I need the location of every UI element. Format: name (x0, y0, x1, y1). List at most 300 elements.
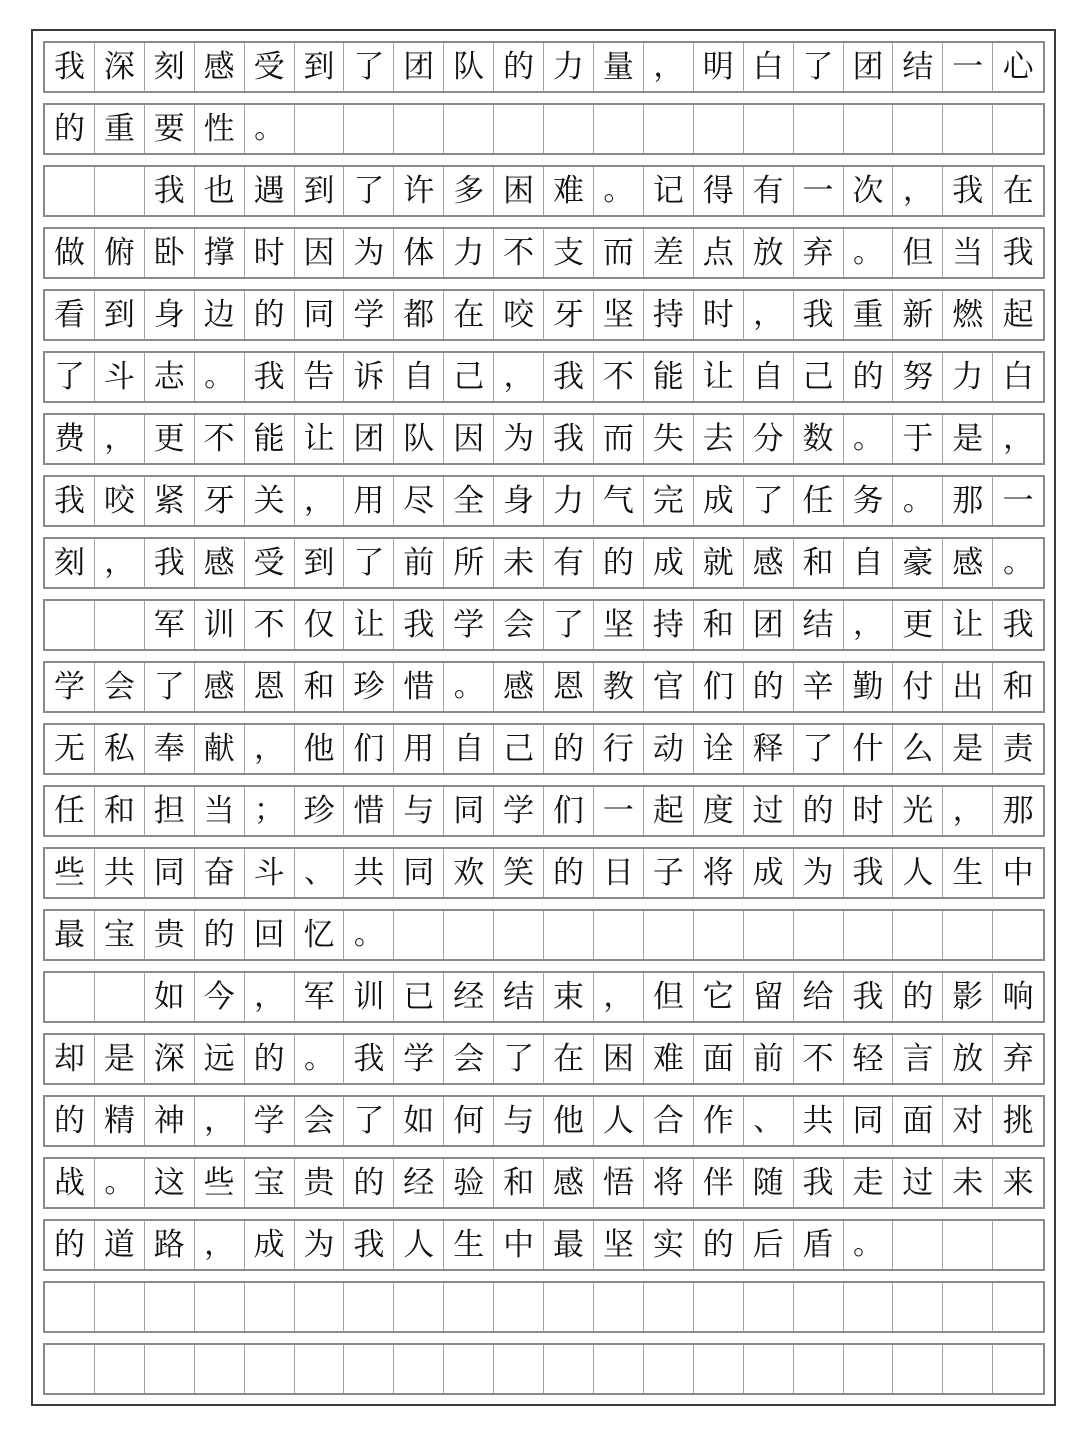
grid-cell-char: 我 (943, 167, 993, 215)
grid-cell-char: 为 (794, 849, 844, 897)
grid-cell-empty (444, 911, 494, 959)
grid-cell-char: 结 (794, 601, 844, 649)
grid-cell-char: 过 (744, 787, 794, 835)
grid-cell-char: 了 (794, 43, 844, 91)
grid-cell-char: 些 (195, 1159, 245, 1207)
grid-cell-char: 行 (594, 725, 644, 773)
grid-cell-char: 用 (344, 477, 394, 525)
grid-cell-char: ， (195, 1221, 245, 1269)
grid-cell-char: 力 (943, 353, 993, 401)
grid-cell-empty (444, 1283, 494, 1331)
grid-cell-char: 坚 (594, 1221, 644, 1269)
grid-row (43, 413, 1045, 465)
grid-cell-char: 因 (295, 229, 345, 277)
grid-cell-empty (544, 1283, 594, 1331)
grid-cell-char: 让 (694, 353, 744, 401)
grid-cell-char: 一 (594, 787, 644, 835)
grid-cell-empty (145, 1345, 195, 1393)
grid-cell-char: 响 (1002, 978, 1034, 1015)
grid-cell-char: 放 (943, 1035, 993, 1083)
grid-cell-char: 身 (494, 477, 544, 525)
grid-cell-char: 困 (494, 167, 544, 215)
grid-cell-char: 燃 (943, 291, 993, 339)
grid-cell-char: 时 (844, 787, 894, 835)
grid-cell-char: 共 (344, 849, 394, 897)
grid-cell-char: 和 (794, 539, 844, 587)
grid-cell-char: 。 (344, 911, 394, 959)
grid-cell-char: 我 (544, 415, 594, 463)
grid-cell-char: 人 (594, 1097, 644, 1145)
grid-cell-empty (394, 911, 444, 959)
grid-cell-char: 感 (195, 43, 245, 91)
grid-cell-char: 是 (943, 725, 993, 773)
grid-cell-empty (195, 1283, 245, 1331)
grid-cell-char: 它 (694, 973, 744, 1021)
grid-cell-char: 今 (195, 973, 245, 1021)
grid-cell-char: 释 (744, 725, 794, 773)
grid-cell-char: 费 (45, 415, 95, 463)
grid-cell-char: 轻 (844, 1035, 894, 1083)
grid-cell-char: 学 (394, 1035, 444, 1083)
grid-cell-char: 子 (644, 849, 694, 897)
grid-cell-char: 的 (594, 539, 644, 587)
grid-cell-char: 生 (444, 1221, 494, 1269)
grid-cell-char: 去 (694, 415, 744, 463)
grid-cell-char: 了 (344, 1097, 394, 1145)
grid-cell-empty (245, 1283, 295, 1331)
grid-cell-empty (794, 911, 844, 959)
grid-cell-char: 点 (694, 229, 744, 277)
grid-cell-char: 。 (95, 1159, 145, 1207)
grid-cell-char: 同 (394, 849, 444, 897)
grid-cell-char: 最 (544, 1221, 594, 1269)
grid-cell-char: 学 (245, 1097, 295, 1145)
grid-cell-char: 来 (1002, 1164, 1034, 1201)
grid-cell-char: 努 (893, 353, 943, 401)
grid-cell-char: ； (245, 787, 295, 835)
grid-cell-char: 到 (295, 43, 345, 91)
grid-cell-empty (893, 1283, 943, 1331)
grid-cell-char: 给 (794, 973, 844, 1021)
grid-cell-char: 了 (494, 1035, 544, 1083)
grid-cell-char: 是 (95, 1035, 145, 1083)
grid-cell-char: 感 (494, 663, 544, 711)
grid-cell-char: ， (943, 787, 993, 835)
grid-cell-char: 合 (644, 1097, 694, 1145)
grid-cell-char: 重 (844, 291, 894, 339)
grid-cell-char: 团 (344, 415, 394, 463)
grid-cell-char: 同 (444, 787, 494, 835)
grid-cell-char: 到 (295, 539, 345, 587)
grid-cell-empty (344, 1345, 394, 1393)
grid-cell-char: 俯 (95, 229, 145, 277)
grid-cell-empty (295, 1283, 345, 1331)
grid-cell-char: 难 (544, 167, 594, 215)
grid-cell-empty (394, 1345, 444, 1393)
grid-cell-char: 更 (893, 601, 943, 649)
grid-cell-char: 笑 (494, 849, 544, 897)
grid-cell-char: ， (844, 601, 894, 649)
grid-cell-char: 。 (195, 353, 245, 401)
grid-cell-empty (594, 1345, 644, 1393)
grid-cell-char: 数 (794, 415, 844, 463)
grid-cell-char: 宝 (245, 1159, 295, 1207)
grid-cell-char: 当 (195, 787, 245, 835)
grid-cell-char: 和 (694, 601, 744, 649)
grid-cell-empty (844, 911, 894, 959)
grid-cell-char: 不 (494, 229, 544, 277)
grid-cell-char: 了 (544, 601, 594, 649)
grid-cell-char: 也 (195, 167, 245, 215)
grid-cell-char: 结 (494, 973, 544, 1021)
grid-cell-char: 成 (245, 1221, 295, 1269)
grid-row (43, 1343, 1045, 1395)
grid-cell-char: 深 (145, 1035, 195, 1083)
grid-cell-empty (694, 1345, 744, 1393)
grid-cell-empty (145, 1283, 195, 1331)
grid-cell-char: 不 (794, 1035, 844, 1083)
grid-cell-char: 但 (893, 229, 943, 277)
grid-cell-char: 和 (95, 787, 145, 835)
grid-cell-char: 献 (195, 725, 245, 773)
grid-cell-char: 为 (295, 1221, 345, 1269)
grid-cell-char: 白 (1002, 358, 1034, 395)
grid-cell-char: 们 (544, 787, 594, 835)
grid-cell-char: 会 (444, 1035, 494, 1083)
grid-cell-empty (344, 105, 394, 153)
grid-cell-char: 时 (694, 291, 744, 339)
grid-cell-char: 受 (245, 43, 295, 91)
grid-cell-char: 了 (744, 477, 794, 525)
grid-cell-char: 验 (444, 1159, 494, 1207)
grid-cell-char: 训 (344, 973, 394, 1021)
grid-cell-char: 自 (844, 539, 894, 587)
grid-cell-char: 卧 (145, 229, 195, 277)
grid-cell-empty (893, 1345, 943, 1393)
grid-cell-char: 们 (344, 725, 394, 773)
grid-cell-char: 度 (694, 787, 744, 835)
grid-cell-char: 遇 (245, 167, 295, 215)
grid-cell-char: 责 (1002, 730, 1034, 767)
grid-cell-char: 放 (744, 229, 794, 277)
grid-cell-char: 困 (594, 1035, 644, 1083)
grid-cell-char: 什 (844, 725, 894, 773)
grid-cell-char: 、 (295, 849, 345, 897)
grid-cell-empty (494, 1345, 544, 1393)
grid-cell-char: 了 (794, 725, 844, 773)
grid-cell-char: 最 (45, 911, 95, 959)
grid-cell-char: 感 (195, 539, 245, 587)
grid-cell-char: 辛 (794, 663, 844, 711)
grid-cell-char: 将 (694, 849, 744, 897)
grid-cell-char: 。 (844, 229, 894, 277)
grid-cell-char: 坚 (594, 601, 644, 649)
grid-cell-empty (744, 1345, 794, 1393)
grid-cell-char: 。 (844, 415, 894, 463)
grid-cell-char: 诉 (344, 353, 394, 401)
grid-cell-char: 我 (145, 167, 195, 215)
grid-cell-char: 就 (694, 539, 744, 587)
grid-cell-char: 的 (344, 1159, 394, 1207)
grid-cell-char: 我 (344, 1035, 394, 1083)
grid-cell-char: 勤 (844, 663, 894, 711)
grid-cell-char: 宝 (95, 911, 145, 959)
grid-cell-char: 告 (295, 353, 345, 401)
grid-cell-char: 道 (95, 1221, 145, 1269)
grid-cell-empty (95, 1345, 145, 1393)
grid-cell-char: 记 (644, 167, 694, 215)
grid-cell-char: 志 (145, 353, 195, 401)
grid-cell-char: 咬 (95, 477, 145, 525)
grid-cell-char: 次 (844, 167, 894, 215)
grid-cell-char: 学 (45, 663, 95, 711)
grid-cell-char: 那 (1002, 792, 1034, 829)
grid-cell-char: 悟 (594, 1159, 644, 1207)
grid-cell-char: 差 (644, 229, 694, 277)
grid-row (43, 723, 1045, 775)
grid-cell-char: 惜 (344, 787, 394, 835)
grid-cell-empty (943, 1283, 993, 1331)
grid-cell-char: 持 (644, 601, 694, 649)
grid-cell-char: 为 (344, 229, 394, 277)
grid-cell-empty (943, 1221, 993, 1269)
grid-cell-char: 仅 (295, 601, 345, 649)
grid-cell-char: 如 (145, 973, 195, 1021)
grid-cell-char: 了 (344, 43, 394, 91)
grid-cell-empty (644, 105, 694, 153)
grid-cell-char: 气 (594, 477, 644, 525)
grid-cell-char: 会 (494, 601, 544, 649)
grid-cell-char: 要 (145, 105, 195, 153)
grid-cell-char: 共 (95, 849, 145, 897)
grid-cell-char: ， (95, 415, 145, 463)
grid-cell-char: 的 (45, 1097, 95, 1145)
grid-cell-char: 弃 (794, 229, 844, 277)
grid-cell-empty (95, 167, 145, 215)
grid-cell-char: 牙 (195, 477, 245, 525)
grid-cell-char: 深 (95, 43, 145, 91)
grid-cell-empty (844, 1283, 894, 1331)
grid-cell-char: 成 (694, 477, 744, 525)
grid-cell-empty (943, 911, 993, 959)
grid-cell-char: 力 (544, 477, 594, 525)
grid-cell-empty (45, 1283, 95, 1331)
grid-cell-char: 力 (444, 229, 494, 277)
grid-cell-empty (494, 1283, 544, 1331)
grid-cell-empty (694, 1283, 744, 1331)
grid-cell-char: 影 (943, 973, 993, 1021)
grid-cell-empty (794, 1283, 844, 1331)
grid-cell-char: 后 (744, 1221, 794, 1269)
grid-cell-char: 我 (844, 849, 894, 897)
grid-cell-char: 担 (145, 787, 195, 835)
grid-cell-char: 留 (744, 973, 794, 1021)
grid-cell-char: 斗 (95, 353, 145, 401)
grid-cell-char: 务 (844, 477, 894, 525)
grid-cell-char: 明 (694, 43, 744, 91)
grid-cell-empty (893, 105, 943, 153)
grid-cell-char: 诠 (694, 725, 744, 773)
grid-cell-char: 体 (394, 229, 444, 277)
grid-cell-char: 的 (45, 105, 95, 153)
grid-cell-char: 新 (893, 291, 943, 339)
grid-cell-char: 坚 (594, 291, 644, 339)
grid-cell-char: 而 (594, 229, 644, 277)
grid-cell-char: 实 (644, 1221, 694, 1269)
grid-cell-empty (295, 105, 345, 153)
grid-cell-empty (644, 1283, 694, 1331)
grid-cell-empty (594, 105, 644, 153)
grid-cell-char: 己 (494, 725, 544, 773)
grid-cell-empty (993, 1221, 1043, 1269)
grid-cell-char: 些 (45, 849, 95, 897)
grid-cell-char: 我 (794, 1159, 844, 1207)
grid-cell-char: 持 (644, 291, 694, 339)
grid-cell-char: 会 (95, 663, 145, 711)
grid-cell-empty (544, 911, 594, 959)
grid-cell-char: ， (245, 973, 295, 1021)
grid-cell-char: 为 (494, 415, 544, 463)
grid-cell-char: 是 (943, 415, 993, 463)
grid-cell-char: 出 (943, 663, 993, 711)
grid-cell-char: 挑 (1002, 1102, 1034, 1139)
grid-cell-char: 到 (295, 167, 345, 215)
grid-cell-char: 盾 (794, 1221, 844, 1269)
grid-cell-char: 神 (145, 1097, 195, 1145)
grid-cell-char: 的 (245, 291, 295, 339)
grid-cell-char: 的 (245, 1035, 295, 1083)
grid-cell-char: 团 (394, 43, 444, 91)
grid-cell-char: 一 (943, 43, 993, 91)
grid-cell-empty (794, 105, 844, 153)
grid-row (43, 475, 1045, 527)
grid-cell-char: 让 (943, 601, 993, 649)
grid-cell-char: 却 (45, 1035, 95, 1083)
grid-cell-char: 路 (145, 1221, 195, 1269)
grid-cell-char: 支 (544, 229, 594, 277)
grid-cell-char: 和 (494, 1159, 544, 1207)
grid-cell-empty (893, 911, 943, 959)
grid-cell-char: 自 (744, 353, 794, 401)
grid-cell-char: 伴 (694, 1159, 744, 1207)
grid-cell-char: 日 (594, 849, 644, 897)
grid-cell-char: 分 (744, 415, 794, 463)
grid-cell-char: 远 (195, 1035, 245, 1083)
grid-cell-char: 有 (744, 167, 794, 215)
grid-cell-char: 起 (644, 787, 694, 835)
grid-cell-char: 的 (694, 1221, 744, 1269)
grid-cell-char: 难 (644, 1035, 694, 1083)
grid-row (43, 1219, 1045, 1271)
grid-cell-char: 一 (794, 167, 844, 215)
grid-cell-empty (444, 105, 494, 153)
grid-cell-empty (644, 1345, 694, 1393)
grid-cell-char: 经 (444, 973, 494, 1021)
grid-cell-empty (195, 1345, 245, 1393)
grid-cell-char: 精 (95, 1097, 145, 1145)
grid-cell-char: 当 (943, 229, 993, 277)
grid-cell-empty (694, 105, 744, 153)
grid-cell-empty (993, 911, 1043, 959)
grid-cell-char: 人 (394, 1221, 444, 1269)
grid-cell-char: 忆 (295, 911, 345, 959)
grid-cell-char: 任 (794, 477, 844, 525)
grid-cell-char: ， (644, 43, 694, 91)
grid-cell-empty (744, 1283, 794, 1331)
grid-cell-char: 的 (794, 787, 844, 835)
grid-cell-char: 在 (444, 291, 494, 339)
grid-cell-char: 都 (394, 291, 444, 339)
grid-cell-empty (644, 911, 694, 959)
grid-cell-char: 言 (893, 1035, 943, 1083)
grid-cell-char: 的 (744, 663, 794, 711)
grid-cell-char: 教 (594, 663, 644, 711)
grid-cell-char: 队 (444, 43, 494, 91)
grid-cell-char: ， (594, 973, 644, 1021)
grid-cell-char: 人 (893, 849, 943, 897)
grid-cell-char: 成 (744, 849, 794, 897)
grid-cell-char: 不 (195, 415, 245, 463)
grid-cell-char: 我 (844, 973, 894, 1021)
grid-cell-char: 己 (444, 353, 494, 401)
grid-cell-empty (993, 105, 1043, 153)
grid-cell-char: 用 (394, 725, 444, 773)
grid-cell-char: 官 (644, 663, 694, 711)
grid-cell-char: 性 (195, 105, 245, 153)
grid-cell-char: 的 (544, 849, 594, 897)
grid-cell-empty (844, 1345, 894, 1393)
grid-row (43, 289, 1045, 341)
grid-cell-char: 动 (644, 725, 694, 773)
grid-cell-char: 中 (1002, 854, 1034, 891)
grid-cell-empty (594, 1283, 644, 1331)
grid-cell-char: 让 (295, 415, 345, 463)
grid-cell-char: 贵 (145, 911, 195, 959)
grid-cell-char: 和 (295, 663, 345, 711)
grid-cell-empty (45, 167, 95, 215)
grid-cell-char: 的 (45, 1221, 95, 1269)
grid-cell-char: 到 (95, 291, 145, 339)
grid-cell-char: 看 (45, 291, 95, 339)
grid-cell-char: 这 (145, 1159, 195, 1207)
grid-cell-empty (744, 911, 794, 959)
grid-row (43, 971, 1045, 1023)
grid-cell-char: 斗 (245, 849, 295, 897)
grid-cell-char: 弃 (1002, 1040, 1034, 1077)
grid-cell-empty (794, 1345, 844, 1393)
grid-cell-empty (544, 105, 594, 153)
grid-row (43, 165, 1045, 217)
grid-cell-char: 的 (844, 353, 894, 401)
grid-cell-char: 尽 (394, 477, 444, 525)
grid-row (43, 227, 1045, 279)
grid-cell-char: 面 (893, 1097, 943, 1145)
grid-cell-char: 感 (544, 1159, 594, 1207)
grid-row (43, 1281, 1045, 1333)
grid-cell-char: ， (893, 167, 943, 215)
grid-cell-char: ， (95, 539, 145, 587)
grid-row (43, 1095, 1045, 1147)
grid-cell-char: 、 (744, 1097, 794, 1145)
grid-cell-empty (494, 911, 544, 959)
grid-cell-char: 失 (644, 415, 694, 463)
grid-cell-char: 我 (45, 43, 95, 91)
grid-cell-char: 全 (444, 477, 494, 525)
grid-cell-char: 同 (145, 849, 195, 897)
grid-cell-char: 奋 (195, 849, 245, 897)
grid-cell-char: 我 (145, 539, 195, 587)
grid-cell-char: 但 (644, 973, 694, 1021)
